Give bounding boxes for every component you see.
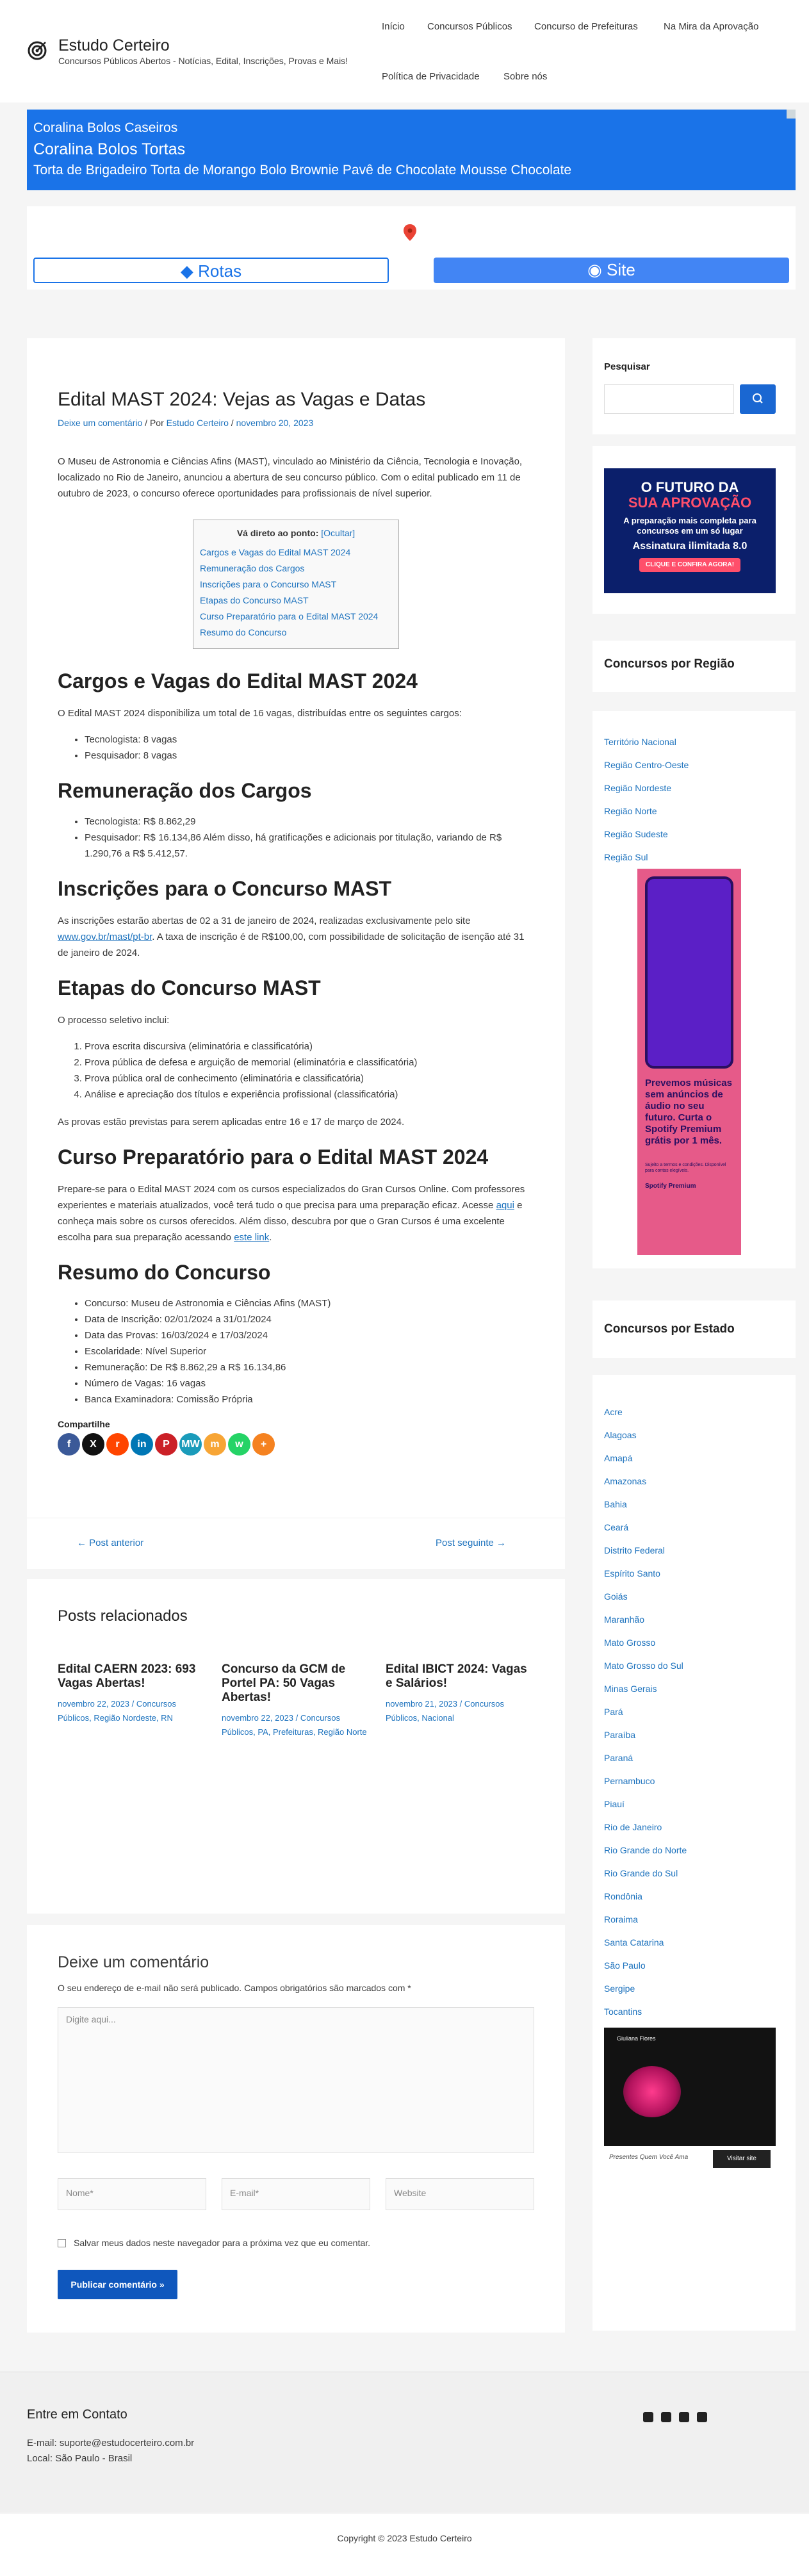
state-link[interactable]: Espírito Santo [604, 1568, 660, 1579]
state-link[interactable]: Goiás [604, 1591, 628, 1602]
ad-banner-coralina[interactable] [27, 110, 796, 190]
pinterest-share-icon[interactable]: P [155, 1433, 177, 1456]
ad-line-3: Torta de Brigadeiro Torta de Morango Bolo Brownie Pavê de Chocolate Mousse Chocolate [33, 163, 572, 177]
state-link[interactable]: Rio Grande do Sul [604, 1868, 678, 1878]
heading-curso: Curso Preparatório para o Edital MAST 2024 [58, 1145, 489, 1169]
spotify-text: Prevemos músicas sem anúncios de áudio no seu futuro. Curta o Spotify Premium grátis por 1 mês. [645, 1078, 732, 1146]
region-link[interactable]: Região Centro-Oeste [604, 760, 689, 770]
ad-site-label: Site [607, 260, 635, 279]
este-link[interactable]: este link [234, 1232, 270, 1243]
search-widget [592, 338, 796, 434]
post-navigation [27, 1518, 565, 1569]
related-post-title[interactable]: Concurso da GCM de Portel PA: 50 Vagas Abertas! [222, 1662, 346, 1704]
list-item: 3. Prova pública oral de conhecimento (eliminatória e classificatória) [85, 1071, 534, 1087]
ad-map-actions [27, 206, 796, 290]
list-item: • Banca Examinadora: Comissão Própria [85, 1391, 534, 1407]
mix-share-icon[interactable]: m [204, 1433, 226, 1456]
list-item: • Tecnologista: R$ 8.862,29 [85, 814, 534, 830]
search-title: Pesquisar [604, 361, 650, 372]
article-content [58, 369, 534, 1456]
state-link[interactable]: Pernambuco [604, 1776, 655, 1786]
ad-gran-cursos[interactable] [604, 468, 776, 593]
states-title: Concursos por Estado [604, 1322, 735, 1336]
regions-title-widget [592, 641, 796, 692]
related-post [222, 1662, 370, 1739]
regions-title: Concursos por Região [604, 657, 735, 671]
state-link[interactable]: Mato Grosso do Sul [604, 1661, 683, 1671]
cookies-checkbox[interactable] [58, 2239, 66, 2247]
state-link[interactable]: Acre [604, 1407, 623, 1417]
footer-location: Local: São Paulo - Brasil [27, 2453, 133, 2464]
meta-by: / Por [142, 418, 167, 428]
curso-text-1: Prepare-se para o Edital MAST 2024 com os cursos especializados do Gran Cursos Online. Com professores experientes e materiais atualizados, você terá tudo o que precisa para uma preparação eficaz. Acesse [58, 1184, 525, 1211]
cargos-paragraph: O Edital MAST 2024 disponibiliza um total de 16 vagas, distribuídas entre os seguintes cargos: [58, 708, 462, 719]
state-link[interactable]: Mato Grosso [604, 1637, 656, 1648]
state-link[interactable]: Paraíba [604, 1730, 636, 1740]
directions-icon: ◆ [180, 261, 193, 281]
submit-comment-button[interactable]: Publicar comentário » [58, 2270, 177, 2299]
toc-link-inscricoes[interactable]: Inscrições para o Concurso MAST [200, 579, 337, 589]
toc-link-remuneracao[interactable]: Remuneração dos Cargos [200, 563, 305, 573]
comment-form-section [27, 1925, 565, 2333]
heading-cargos: Cargos e Vagas do Edital MAST 2024 [58, 669, 418, 693]
state-link[interactable]: São Paulo [604, 1960, 646, 1971]
instagram-icon[interactable] [679, 2412, 689, 2422]
article-card [27, 338, 565, 1518]
rose-image [623, 2066, 681, 2117]
remuneracao-list [85, 814, 534, 862]
state-link[interactable]: Rio Grande do Norte [604, 1845, 687, 1855]
related-post [386, 1662, 534, 1725]
list-item: • Número de Vagas: 16 vagas [85, 1375, 534, 1391]
adchoices-icon[interactable] [787, 110, 796, 119]
more-share-icon[interactable]: + [252, 1433, 275, 1456]
table-of-contents [193, 520, 399, 649]
ad-rotas-label: Rotas [198, 261, 242, 281]
comment-link[interactable]: Deixe um comentário [58, 418, 143, 428]
article-meta [58, 418, 534, 428]
related-post [58, 1662, 206, 1725]
nav-concursos-publicos[interactable]: Concursos Públicos [427, 21, 512, 32]
share-buttons [58, 1433, 534, 1456]
nav-inicio[interactable]: Início [382, 21, 405, 32]
toc-link-curso[interactable]: Curso Preparatório para o Edital MAST 2024 [200, 611, 379, 621]
toc-link-resumo[interactable]: Resumo do Concurso [200, 627, 287, 637]
related-post-title[interactable]: Edital IBICT 2024: Vagas e Salários! [386, 1662, 527, 1690]
article-title: Edital MAST 2024: Vejas as Vagas e Datas [58, 389, 426, 410]
spotify-brand: Spotify Premium [645, 1183, 696, 1190]
state-link[interactable]: Alagoas [604, 1430, 637, 1440]
state-link[interactable]: Ceará [604, 1522, 629, 1532]
site-header [0, 0, 809, 103]
states-title-widget [592, 1300, 796, 1358]
tiktok-icon[interactable] [697, 2412, 707, 2422]
ad-line-1: Coralina Bolos Caseiros [33, 120, 178, 135]
inscricoes-paragraph [58, 913, 534, 961]
comment-notes: O seu endereço de e-mail não será publicado. Campos obrigatórios são marcados com * [58, 1983, 411, 1993]
next-post-link[interactable]: Post seguinte → [436, 1538, 507, 1548]
related-post-meta[interactable]: novembro 21, 2023 / Concursos Públicos, Nacional [386, 1699, 504, 1723]
date-link[interactable]: novembro 20, 2023 [236, 418, 314, 428]
state-link[interactable]: Pará [604, 1707, 623, 1717]
ad-site-button[interactable] [434, 258, 789, 283]
state-link[interactable]: Distrito Federal [604, 1545, 665, 1555]
list-item: • Pesquisador: R$ 16.134,86 Além disso, há gratificações e adicionais por titulação, variando de R$ 1.290,76 a R$ 5.412,57. [85, 830, 534, 862]
search-input[interactable] [604, 384, 734, 414]
facebook-icon[interactable] [643, 2412, 653, 2422]
etapas-paragraph-2: As provas estão previstas para serem aplicadas entre 16 e 17 de março de 2024. [58, 1117, 405, 1128]
list-item: 2. Prova pública de defesa e arguição de memorial (eliminatória e classificatória) [85, 1054, 534, 1071]
reddit-share-icon[interactable]: r [106, 1433, 129, 1456]
ad-gran-cta[interactable]: CLIQUE E CONFIRA AGORA! [639, 558, 740, 572]
map-pin-icon [404, 224, 416, 241]
ad-gran-line-4: Assinatura ilimitada 8.0 [632, 541, 748, 552]
state-link[interactable]: Amazonas [604, 1476, 647, 1486]
inscricoes-text-2: . A taxa de inscrição é de R$100,00, com possibilidade de solicitação de isenção até 31 de janeiro de 2024. [58, 931, 525, 958]
comment-textarea[interactable]: Digite aqui... [58, 2007, 534, 2153]
search-button[interactable] [740, 384, 776, 414]
name-field[interactable]: Nome* [58, 2178, 206, 2210]
state-link[interactable]: Roraima [604, 1914, 638, 1924]
globe-icon: ◉ [587, 260, 602, 279]
related-title: Posts relacionados [58, 1607, 188, 1625]
region-link[interactable]: Região Nordeste [604, 783, 672, 793]
state-link[interactable]: Minas Gerais [604, 1684, 657, 1694]
copyright-bar [0, 2514, 809, 2576]
toc-toggle[interactable]: [Ocultar] [321, 528, 355, 538]
states-widget [592, 1375, 796, 2331]
state-link[interactable]: Piauí [604, 1799, 625, 1809]
ad-giuliana-flores[interactable] [604, 2028, 776, 2172]
heading-resumo: Resumo do Concurso [58, 1261, 271, 1284]
curso-text-2: e conheça mais sobre os cursos oferecidos. Além disso, descubra por que o Gran Cursos é uma excelente escolha para sua preparação acessando [58, 1200, 523, 1243]
etapas-paragraph: O processo seletivo inclui: [58, 1015, 170, 1026]
state-link[interactable]: Amapá [604, 1453, 633, 1463]
linkedin-share-icon[interactable]: in [131, 1433, 153, 1456]
resumo-list [85, 1295, 534, 1407]
toc-title: Vá direto ao ponto: [236, 528, 319, 538]
state-link[interactable]: Rondônia [604, 1891, 642, 1901]
region-link[interactable]: Região Sudeste [604, 829, 668, 839]
toc-header [200, 528, 392, 538]
state-link[interactable]: Maranhão [604, 1614, 645, 1625]
related-post-meta[interactable]: novembro 22, 2023 / Concursos Públicos, Região Nordeste, RN [58, 1699, 176, 1723]
region-link[interactable]: Região Norte [604, 806, 657, 816]
state-link[interactable]: Sergipe [604, 1983, 635, 1994]
inscricoes-text-1: As inscrições estarão abertas de 02 a 31 de janeiro de 2024, realizadas exclusivamente pelo site [58, 915, 471, 926]
ad-gran-line-2: SUA APROVAÇÃO [628, 495, 752, 511]
state-link[interactable]: Santa Catarina [604, 1937, 664, 1948]
footer-title: Entre em Contato [27, 2408, 127, 2422]
search-icon [740, 384, 776, 414]
x-share-icon[interactable]: X [82, 1433, 104, 1456]
state-link[interactable]: Rio de Janeiro [604, 1822, 662, 1832]
state-link[interactable]: Tocantins [604, 2006, 642, 2017]
etapas-list [85, 1038, 534, 1103]
ad-rose-bottom [604, 2146, 776, 2172]
list-item: • Data das Provas: 16/03/2024 e 17/03/2024 [85, 1327, 534, 1343]
site-title[interactable]: Estudo Certeiro [58, 37, 170, 54]
cookies-label: Salvar meus dados neste navegador para a próxima vez que eu comentar. [74, 2238, 371, 2248]
related-posts [27, 1579, 565, 1914]
list-item: • Pesquisador: 8 vagas [85, 748, 534, 764]
copyright-text: Copyright © 2023 Estudo Certeiro [337, 2533, 472, 2543]
share-title: Compartilhe [58, 1419, 110, 1429]
website-field[interactable]: Website [386, 2178, 534, 2210]
list-item: 1. Prova escrita discursiva (eliminatória e classificatória) [85, 1038, 534, 1054]
gov-link[interactable]: www.gov.br/mast/pt-br [58, 931, 152, 942]
region-link[interactable]: Região Sul [604, 852, 648, 862]
facebook-share-icon[interactable]: f [58, 1433, 80, 1456]
list-item: • Data de Inscrição: 02/01/2024 a 31/01/2024 [85, 1311, 534, 1327]
footer-email: E-mail: suporte@estudocerteiro.com.br [27, 2438, 195, 2449]
site-description: Concursos Públicos Abertos - Notícias, Edital, Inscrições, Provas e Mais! [58, 56, 348, 66]
twitter-icon[interactable] [661, 2412, 671, 2422]
ad-gran-line-3: A preparação mais completa para concursos em um só lugar [623, 516, 756, 536]
visit-site-button[interactable]: Visitar site [713, 2150, 771, 2168]
site-footer [0, 2372, 809, 2513]
author-link[interactable]: Estudo Certeiro [166, 418, 229, 428]
list-item: • Tecnologista: 8 vagas [85, 732, 534, 748]
heading-inscricoes: Inscrições para o Concurso MAST [58, 877, 392, 900]
curso-text-3: . [269, 1232, 272, 1243]
mewe-share-icon[interactable]: MW [179, 1433, 202, 1456]
toc-link-etapas[interactable]: Etapas do Concurso MAST [200, 595, 309, 605]
ad-line-2: Coralina Bolos Tortas [33, 140, 186, 158]
ad-rotas-button[interactable] [33, 258, 389, 283]
state-link[interactable]: Bahia [604, 1499, 627, 1509]
nav-politica-privacidade[interactable]: Política de Privacidade [382, 71, 480, 82]
list-item: 4. Análise e apreciação dos títulos e experiência profissional (classificatória) [85, 1087, 534, 1103]
nav-na-mira[interactable]: Na Mira da Aprovação [664, 21, 759, 32]
ad-sponsor: Giuliana Flores [617, 2035, 656, 2042]
list-item: • Remuneração: De R$ 8.862,29 a R$ 16.134,86 [85, 1359, 534, 1375]
phone-image [645, 876, 733, 1069]
nav-sobre-nos[interactable]: Sobre nós [503, 71, 548, 82]
intro-paragraph: O Museu de Astronomia e Ciências Afins (MAST), vinculado ao Ministério da Ciência, Tecnologia e Inovação, localizado no Rio de Janeiro, anunciou a abertura de seu concurso público. Com o edital publicado em 11 de outubro de 2023, o concurso oferece oportunidades para profissionais de nível superior. [58, 456, 523, 499]
nav-concurso-prefeituras[interactable]: Concurso de Prefeituras [534, 21, 638, 32]
toc-link-cargos[interactable]: Cargos e Vagas do Edital MAST 2024 [200, 547, 351, 557]
ad-gran-line-1: O FUTURO DA [641, 479, 739, 495]
ad-spotify[interactable] [637, 869, 741, 1255]
curso-paragraph [58, 1181, 534, 1245]
region-link[interactable]: Território Nacional [604, 737, 676, 747]
related-post-title[interactable]: Edital CAERN 2023: 693 Vagas Abertas! [58, 1662, 196, 1690]
target-logo-icon[interactable] [27, 40, 47, 61]
cookies-consent-row [58, 2238, 370, 2248]
heading-remuneracao: Remuneração dos Cargos [58, 779, 312, 802]
related-post-meta[interactable]: novembro 22, 2023 / Concursos Públicos, PA, Prefeituras, Região Norte [222, 1713, 367, 1737]
prev-post-link[interactable]: ← Post anterior [77, 1538, 144, 1548]
list-item: • Concurso: Museu de Astronomia e Ciências Afins (MAST) [85, 1295, 534, 1311]
heading-etapas: Etapas do Concurso MAST [58, 976, 321, 999]
ad-rose-tagline: Presentes Quem Você Ama [609, 2154, 689, 2161]
cargos-list [85, 732, 534, 764]
meta-separator: / [228, 418, 236, 428]
list-item: • Escolaridade: Nível Superior [85, 1343, 534, 1359]
email-field[interactable]: E-mail* [222, 2178, 370, 2210]
comment-title: Deixe um comentário [58, 1953, 209, 1971]
whatsapp-share-icon[interactable]: w [228, 1433, 250, 1456]
state-link[interactable]: Paraná [604, 1753, 633, 1763]
aqui-link[interactable]: aqui [496, 1200, 514, 1211]
spotify-small-print: Sujeito a termos e condições. Disponível para contas elegíveis. [645, 1163, 726, 1173]
